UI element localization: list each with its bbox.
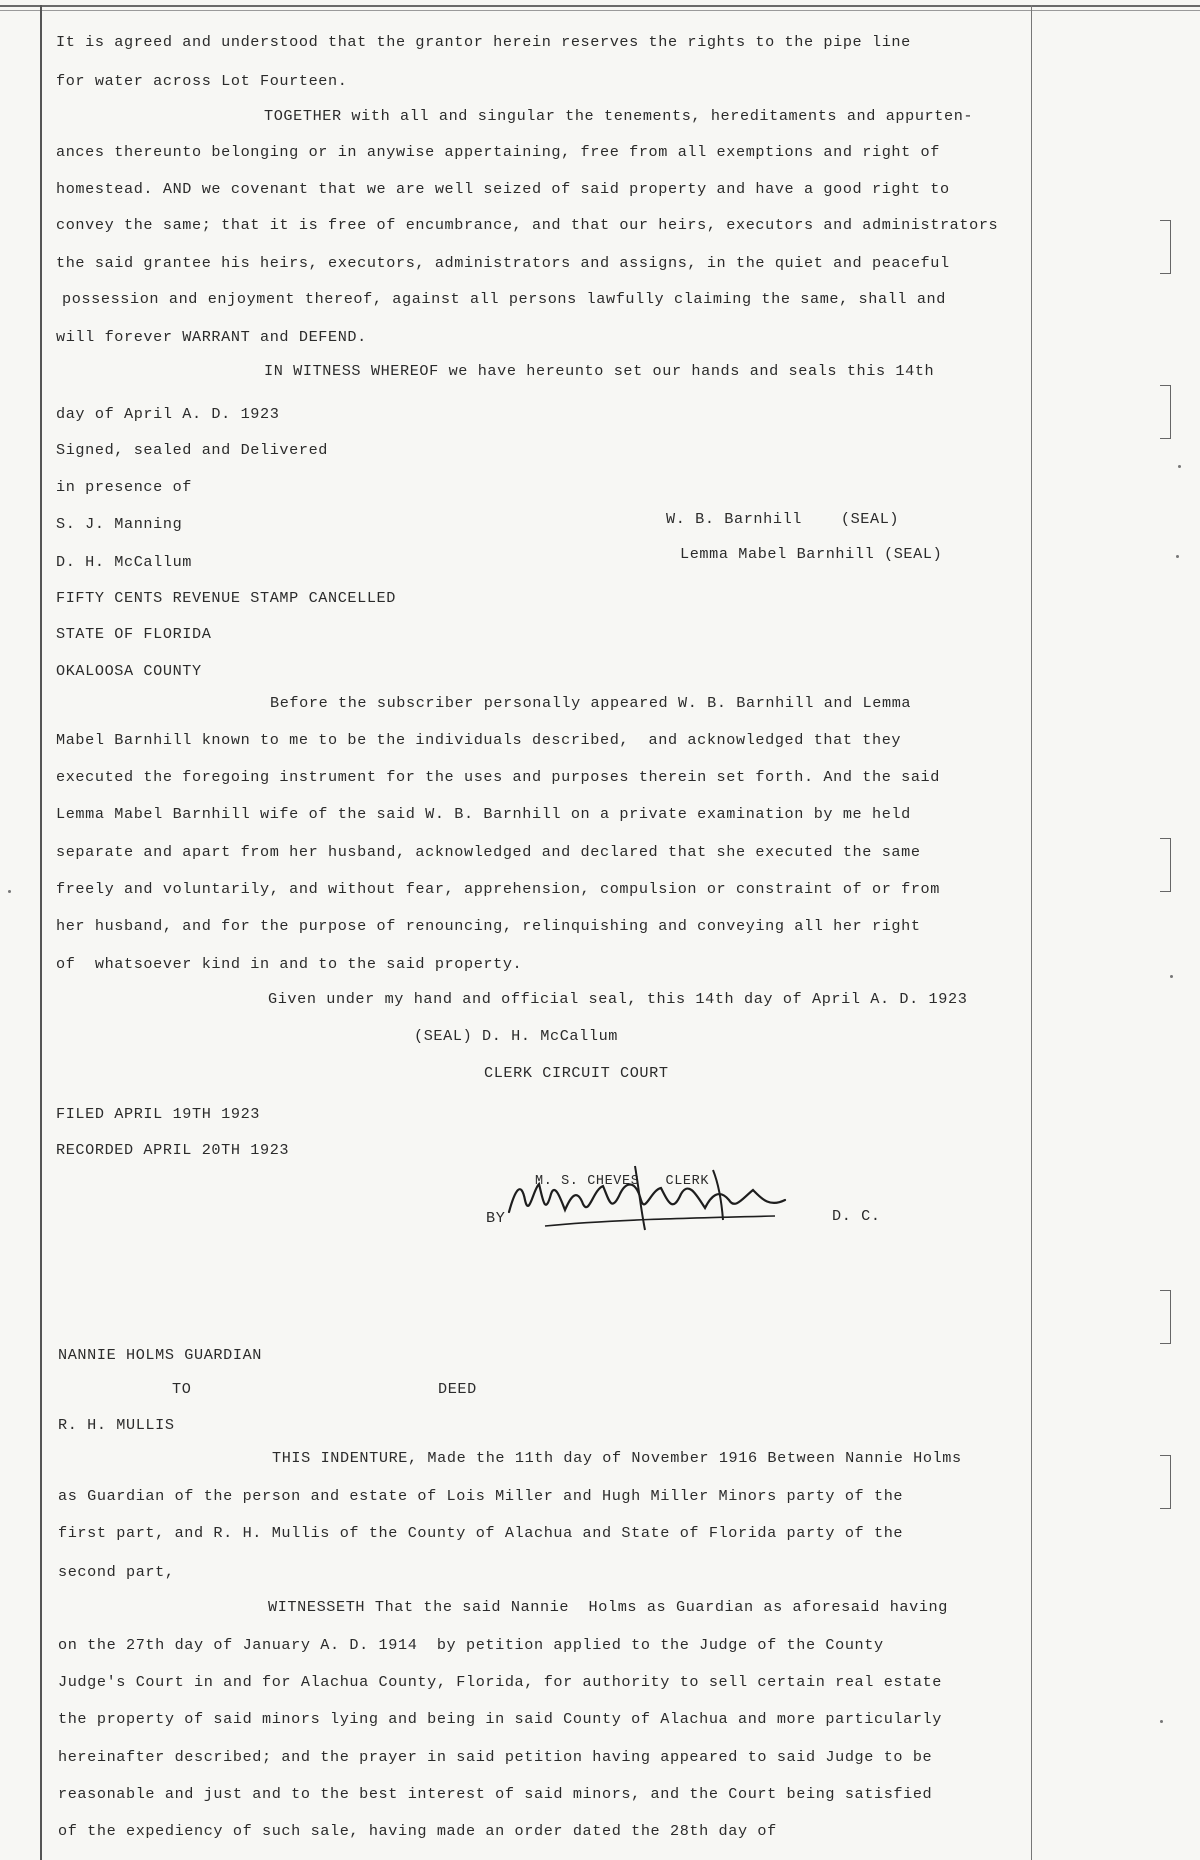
text-line: IN WITNESS WHEREOF we have hereunto set our hands and seals this 14th [264, 362, 935, 380]
text-line: Mabel Barnhill known to me to be the individuals described, and acknowledged that they [56, 731, 902, 749]
text-line: Before the subscriber personally appeared W. B. Barnhill and Lemma [270, 694, 912, 712]
text-line: It is agreed and understood that the grantor herein reserves the rights to the pipe line [56, 33, 911, 51]
speck [1176, 555, 1179, 558]
deed-type: DEED [438, 1380, 477, 1398]
stamp-line: FIFTY CENTS REVENUE STAMP CANCELLED [56, 589, 396, 607]
dc-label: D. C. [832, 1207, 881, 1225]
signer-name: Lemma Mabel Barnhill (SEAL) [680, 545, 943, 563]
speck [1170, 975, 1173, 978]
text-line: homestead. AND we covenant that we are well seized of said property and have a good right to [56, 180, 950, 198]
right-margin-rule [1031, 5, 1032, 1860]
text-line: first part, and R. H. Mullis of the County of Alachua and State of Florida party of the [58, 1524, 904, 1542]
officer-title: CLERK CIRCUIT COURT [484, 1064, 669, 1082]
text-line: Given under my hand and official seal, this 14th day of April A. D. 1923 [268, 990, 968, 1008]
text-line: convey the same; that it is free of encumbrance, and that our heirs, executors and administrators [56, 216, 999, 234]
handwritten-signature [485, 1160, 805, 1240]
text-line: Judge's Court in and for Alachua County, Florida, for authority to sell certain real estate [58, 1673, 942, 1691]
text-line: THIS INDENTURE, Made the 11th day of November 1916 Between Nannie Holms [272, 1449, 962, 1467]
top-border [0, 5, 1200, 7]
recorded-line: RECORDED APRIL 20TH 1923 [56, 1141, 290, 1159]
margin-bracket [1160, 220, 1171, 274]
grantee-heading: R. H. MULLIS [58, 1416, 175, 1434]
text-line: of the expediency of such sale, having made an order dated the 28th day of [58, 1822, 777, 1840]
text-line: freely and voluntarily, and without fear, apprehension, compulsion or constraint of or from [56, 880, 940, 898]
text-line: WITNESSETH That the said Nannie Holms as Guardian as aforesaid having [268, 1598, 948, 1616]
text-line: day of April A. D. 1923 [56, 405, 280, 423]
text-line: second part, [58, 1563, 175, 1581]
margin-bracket [1160, 1455, 1171, 1509]
text-line: reasonable and just and to the best interest of said minors, and the Court being satisfied [58, 1785, 933, 1803]
text-line: for water across Lot Fourteen. [56, 72, 348, 90]
filed-line: FILED APRIL 19TH 1923 [56, 1105, 260, 1123]
text-line: possession and enjoyment thereof, against all persons lawfully claiming the same, shall and [62, 290, 946, 308]
text-line: as Guardian of the person and estate of Lois Miller and Hugh Miller Minors party of the [58, 1487, 904, 1505]
text-line: on the 27th day of January A. D. 1914 by petition applied to the Judge of the County [58, 1636, 884, 1654]
witness-name: D. H. McCallum [56, 553, 192, 571]
officer-seal: (SEAL) D. H. McCallum [414, 1027, 618, 1045]
text-line: Signed, sealed and Delivered [56, 441, 328, 459]
grantor-heading: NANNIE HOLMS GUARDIAN [58, 1346, 262, 1364]
margin-bracket [1160, 838, 1171, 892]
text-line: hereinafter described; and the prayer in said petition having appeared to said Judge to be [58, 1748, 933, 1766]
signer-name: W. B. Barnhill (SEAL) [666, 510, 900, 528]
top-border-inner [0, 10, 1200, 11]
clerk-printed-name: M. S. CHEVES CLERK [535, 1174, 710, 1189]
text-line: the said grantee his heirs, executors, administrators and assigns, in the quiet and peaceful [56, 254, 950, 272]
text-line: executed the foregoing instrument for the uses and purposes therein set forth. And the said [56, 768, 940, 786]
text-line: of whatsoever kind in and to the said property. [56, 955, 523, 973]
text-line: the property of said minors lying and being in said County of Alachua and more particularly [58, 1710, 942, 1728]
text-line: ances thereunto belonging or in anywise appertaining, free from all exemptions and right of [56, 143, 940, 161]
witness-name: S. J. Manning [56, 515, 183, 533]
text-line: separate and apart from her husband, acknowledged and declared that she executed the same [56, 843, 921, 861]
county-line: OKALOOSA COUNTY [56, 662, 202, 680]
speck [1160, 1720, 1163, 1723]
left-margin-rule [40, 5, 42, 1860]
margin-bracket [1160, 1290, 1171, 1344]
text-line: will forever WARRANT and DEFEND. [56, 328, 367, 346]
text-line: Lemma Mabel Barnhill wife of the said W. B. Barnhill on a private examination by me held [56, 805, 911, 823]
text-line: her husband, and for the purpose of renouncing, relinquishing and conveying all her right [56, 917, 921, 935]
margin-bracket [1160, 385, 1171, 439]
text-line: TOGETHER with all and singular the tenements, hereditaments and appurten- [264, 107, 974, 125]
speck [1178, 465, 1181, 468]
by-label: BY [486, 1209, 506, 1227]
speck [8, 890, 11, 893]
state-line: STATE OF FLORIDA [56, 625, 212, 643]
to-word: TO [172, 1380, 192, 1398]
text-line: in presence of [56, 478, 192, 496]
